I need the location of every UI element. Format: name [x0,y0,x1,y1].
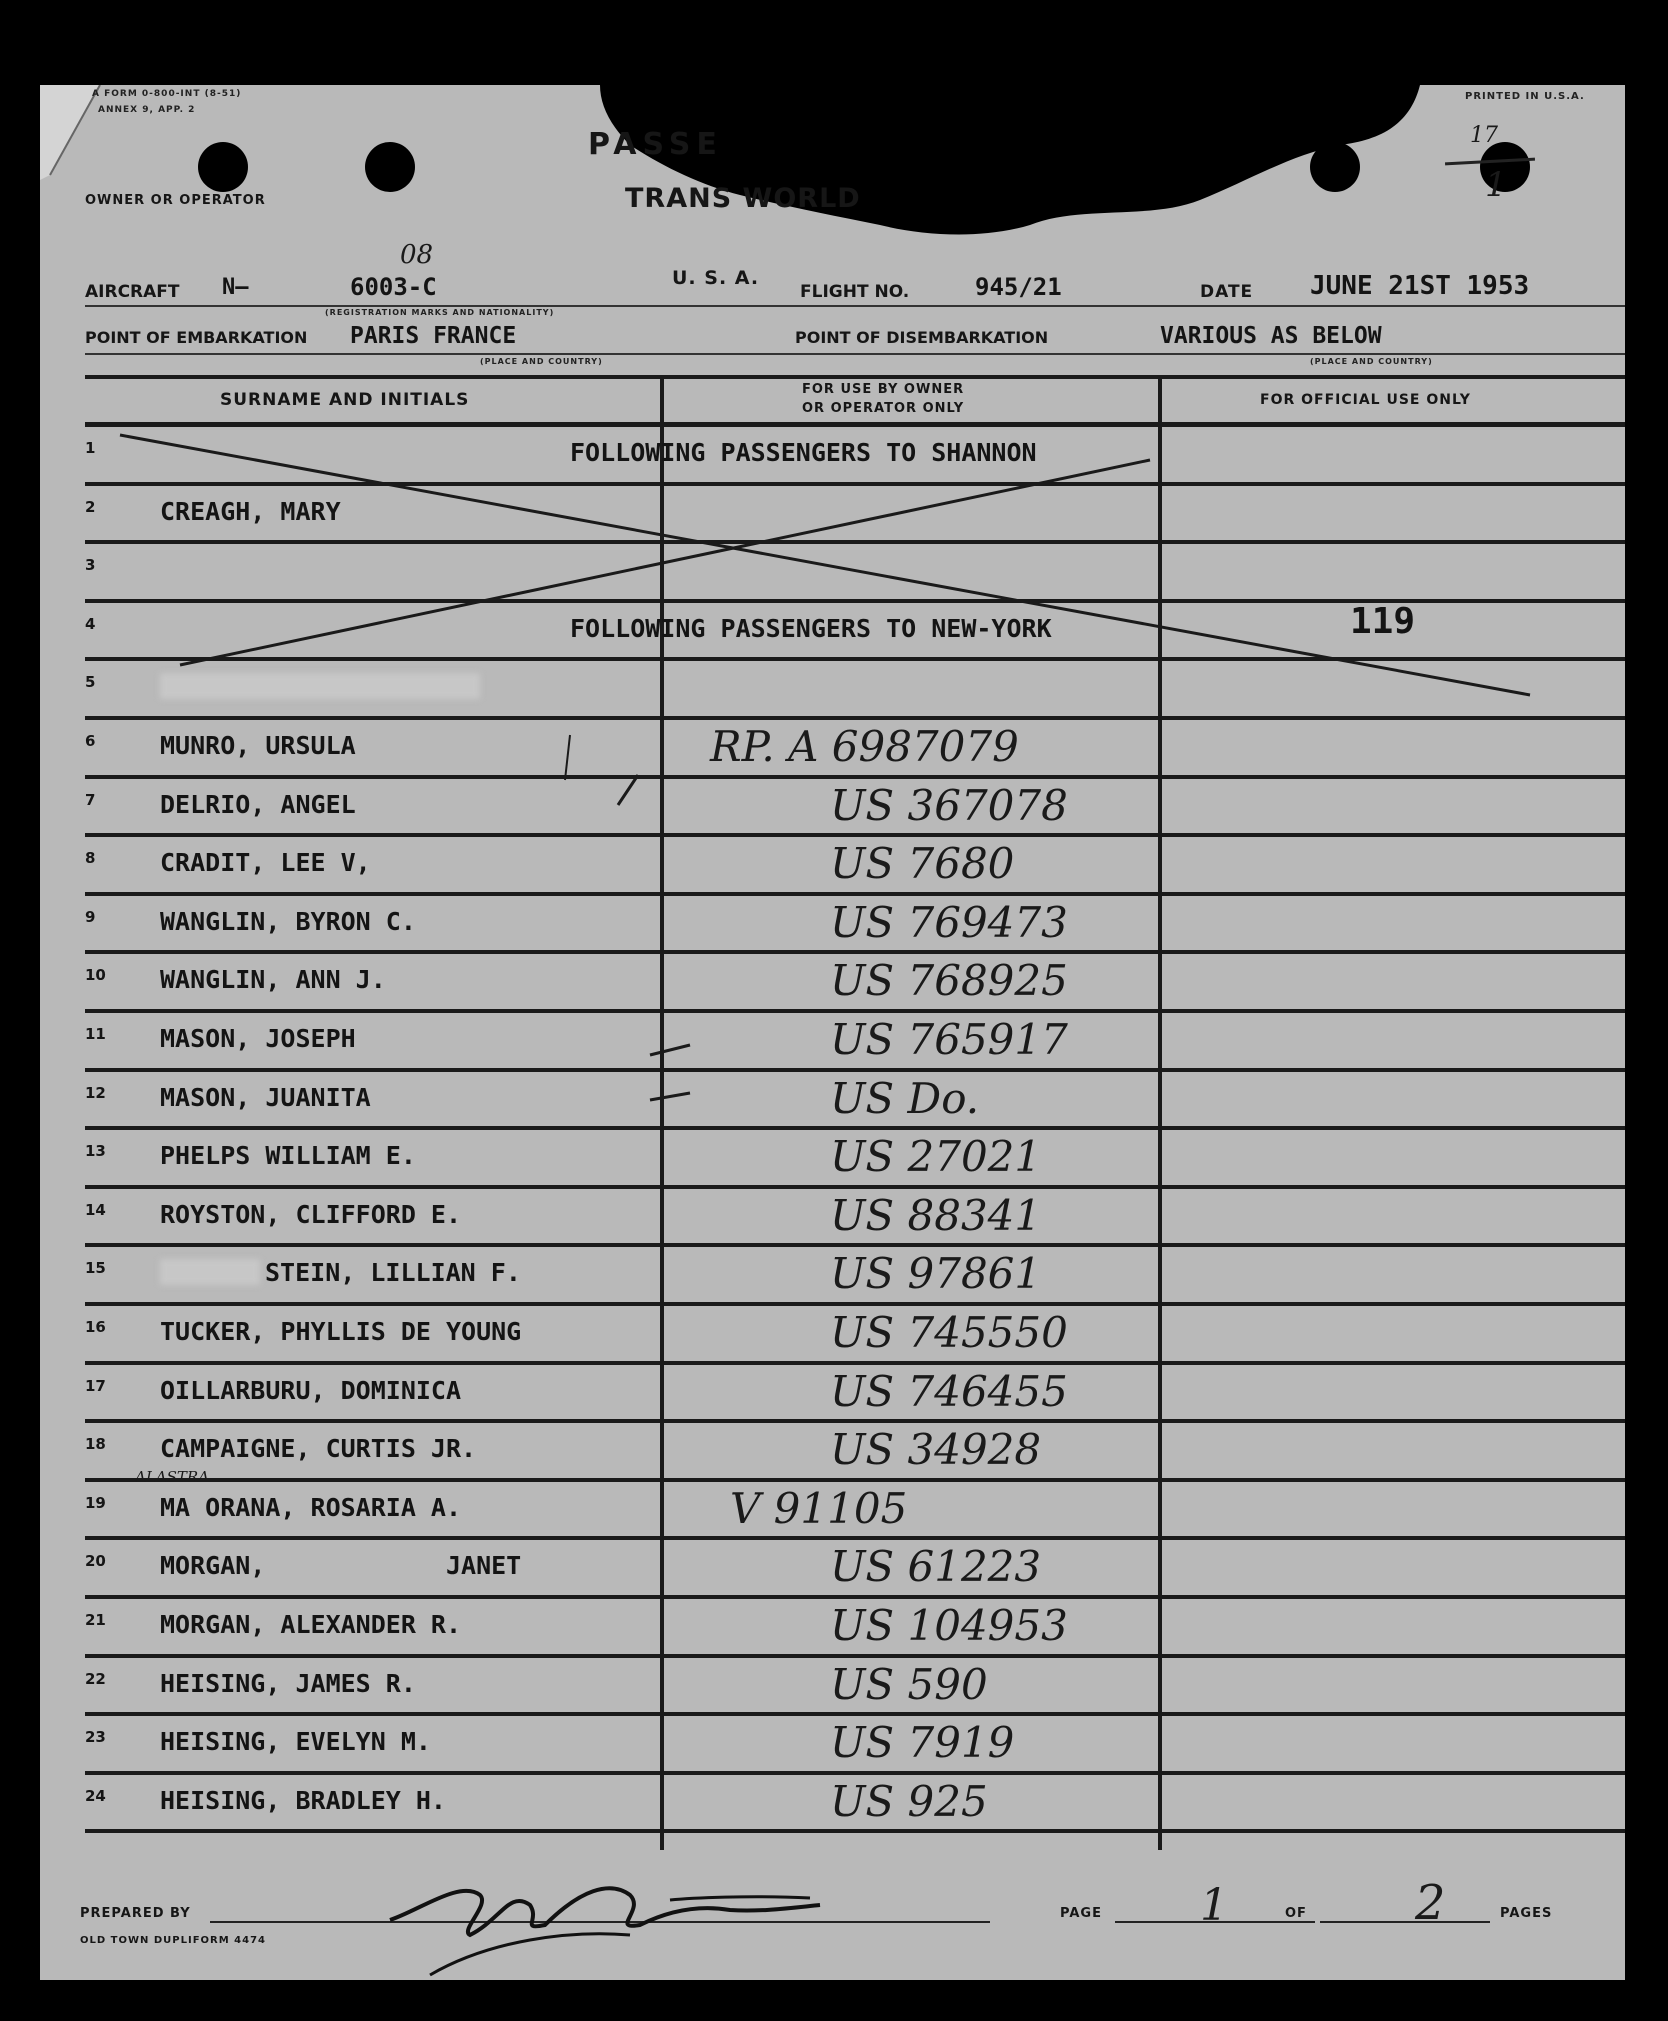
punch-hole-3 [1310,142,1360,192]
passport-number: US 746455 [830,1366,1068,1416]
row-rule [85,375,1625,379]
row-17 [40,1363,1625,1421]
row-22 [40,1656,1625,1714]
passenger-name: OILLARBURU, DOMINICA [160,1375,462,1405]
passenger-name: ROYSTON, CLIFFORD E. [160,1199,462,1229]
passport-number: US 104953 [830,1601,1068,1650]
row-5 [40,659,1625,717]
passport-number: US 745550 [830,1308,1068,1357]
page-number: 1 [1200,1880,1228,1931]
passenger-name: WANGLIN, ANN J. [160,965,386,995]
official-count: 119 [1350,600,1416,642]
passport-number: US 7680 [830,839,1015,889]
passport-number: US 97861 [830,1249,1042,1299]
row-6 [40,718,1625,776]
flight-date: JUNE 21ST 1953 [1310,271,1530,301]
passenger-name: WANGLIN, BYRON C. [160,906,416,936]
row-number: 10 [85,966,106,985]
pages-label: PAGES [1500,1906,1553,1921]
row-13 [40,1128,1625,1186]
passport-number: US Do. [830,1073,980,1123]
row-3 [40,542,1625,600]
embark-value: PARIS FRANCE [350,323,517,349]
row-20 [40,1538,1625,1596]
col-owner-use-2: OR OPERATOR ONLY [802,401,965,416]
passenger-name: PHELPS WILLIAM E. [160,1141,416,1171]
passenger-name: MUNRO, URSULA [160,731,356,760]
row-number: 19 [85,1493,106,1512]
aircraft-underline [85,305,1625,307]
signature [370,1850,850,1980]
embark-caption: (PLACE AND COUNTRY) [480,357,603,366]
row-number: 3 [85,556,96,575]
date-label: DATE [1200,282,1254,302]
row-number: 11 [85,1025,106,1043]
row-number: 7 [85,790,96,809]
punch-hole-2 [365,142,415,192]
row-number: 16 [85,1318,106,1336]
row-23 [40,1714,1625,1772]
passenger-name: MORGAN, ALEXANDER R. [160,1610,462,1639]
row-number: 21 [85,1611,106,1629]
passport-number: US 590 [830,1659,988,1709]
page-mark-top: 17 [1470,123,1498,148]
row-number: 4 [85,614,96,633]
total-line [1320,1921,1490,1923]
passport-number: US 61223 [830,1542,1042,1592]
flight-label: FLIGHT NO. [800,282,910,302]
row-number: 5 [85,673,96,692]
redacted-name [160,673,480,699]
row-number: 8 [85,849,96,868]
passenger-name: DELRIO, ANGEL [160,789,356,819]
row-section-heading: FOLLOWING PASSENGERS TO NEW-YORK [570,613,1052,643]
embark-label: POINT OF EMBARKATION [85,328,308,347]
row-number: 24 [85,1786,106,1805]
page-label: PAGE [1060,1906,1102,1921]
flight-number: 945/21 [975,273,1062,301]
passport-number: US 768925 [830,956,1068,1006]
row19-note: ALASTRA [135,1467,210,1486]
row-24 [40,1773,1625,1831]
aircraft-registration: 6003-C [350,273,437,301]
row-14 [40,1187,1625,1245]
of-label: OF [1285,1906,1307,1921]
row-number: 14 [85,1200,106,1219]
registration-caption: (REGISTRATION MARKS AND NATIONALITY) [325,308,555,317]
col-official: FOR OFFICIAL USE ONLY [1260,392,1471,408]
passport-number: US 27021 [830,1132,1042,1182]
form-title: PASSE [588,127,723,162]
row-15 [40,1245,1625,1303]
redacted-name [160,1259,260,1285]
row-11 [40,1011,1625,1069]
row-number: 15 [85,1259,106,1278]
form-id: A FORM 0-800-INT (8-51) [92,89,242,99]
disembark-label: POINT OF DISEMBARKATION [795,328,1049,347]
passport-number: US 34928 [830,1425,1042,1475]
row-number: 6 [85,732,96,750]
passenger-name: HEISING, BRADLEY H. [160,1785,446,1815]
row-7 [40,777,1625,835]
passport-number: US 367078 [830,780,1068,830]
row-number: 9 [85,907,96,926]
passenger-name: CREAGH, MARY [160,496,341,526]
disembark-caption: (PLACE AND COUNTRY) [1310,357,1433,366]
printed-in: PRINTED IN U.S.A. [1465,91,1585,102]
row-12 [40,1070,1625,1128]
passenger-name: TUCKER, PHYLLIS DE YOUNG [160,1317,522,1346]
row-4 [40,601,1625,659]
route-underline [85,353,1625,355]
registration-note: 08 [400,240,434,270]
passenger-name: MA ORANA, ROSARIA A. [160,1492,462,1522]
printer-label: OLD TOWN DUPLIFORM 4474 [80,1935,266,1946]
col-owner-use-1: FOR USE BY OWNER [802,382,965,397]
row-8 [40,835,1625,893]
passenger-name: MASON, JOSEPH [160,1024,356,1053]
row-21 [40,1597,1625,1655]
passenger-name: MORGAN, JANET [160,1551,522,1581]
page-mark-bottom: 1 [1485,165,1507,205]
row-number: 12 [85,1083,106,1102]
form-annex: ANNEX 9, APP. 2 [98,105,196,115]
passport-number: US 769473 [830,897,1068,947]
passenger-name: STEIN, LILLIAN F. [265,1258,521,1288]
passenger-name: HEISING, JAMES R. [160,1668,416,1698]
aircraft-prefix: N— [222,275,249,300]
owner-label: OWNER OR OPERATOR [85,193,266,208]
page-total: 2 [1415,1875,1446,1931]
row-section-heading: FOLLOWING PASSENGERS TO SHANNON [570,438,1037,467]
aircraft-label: AIRCRAFT [85,282,180,302]
passport-number: V 91105 [730,1483,908,1533]
row-number: 18 [85,1435,106,1454]
row-number: 22 [85,1669,106,1688]
passport-number: US 88341 [830,1190,1042,1240]
punch-hole-1 [198,142,248,192]
row-number: 1 [85,439,96,457]
row-number: 13 [85,1142,106,1161]
row-19 [40,1467,1625,1538]
row-number: 23 [85,1728,106,1747]
passport-number: US 7919 [830,1718,1015,1768]
row-9 [40,894,1625,952]
row-2 [40,484,1625,542]
passenger-name: HEISING, EVELYN M. [160,1727,431,1757]
row-number: 17 [85,1376,106,1395]
row-18 [40,1421,1625,1479]
col-surname: SURNAME AND INITIALS [220,390,470,410]
row-16 [40,1304,1625,1362]
passport-number: US 925 [830,1776,988,1826]
passport-number: RP. A 6987079 [710,722,1019,771]
prepared-label: PREPARED BY [80,1906,191,1921]
passenger-name: CAMPAIGNE, CURTIS JR. [160,1434,477,1464]
aircraft-nationality: U. S. A. [672,267,760,289]
row-1 [40,425,1625,483]
manifest-sheet [40,85,1625,1980]
row-number: 2 [85,497,96,516]
disembark-value: VARIOUS AS BELOW [1160,323,1382,349]
airline-name: TRANS WORLD [625,183,861,214]
passenger-name: MASON, JUANITA [160,1082,371,1112]
passenger-name: CRADIT, LEE V, [160,848,371,878]
row-number: 20 [85,1552,106,1571]
passport-number: US 765917 [830,1015,1068,1064]
row-10 [40,952,1625,1010]
